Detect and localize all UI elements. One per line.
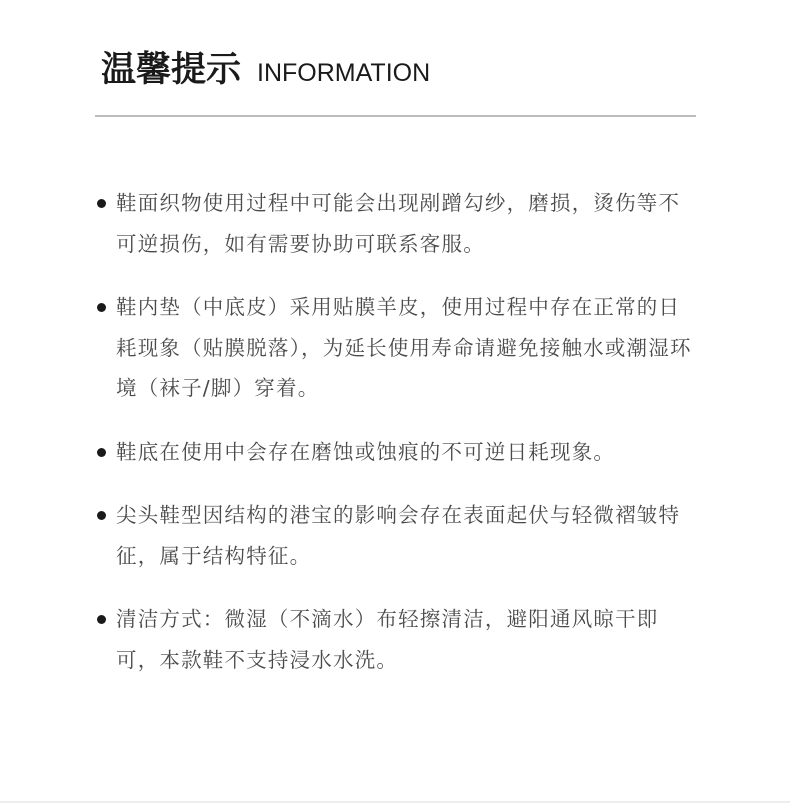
bullet-icon	[97, 199, 106, 208]
list-item	[95, 599, 695, 680]
notice-text: 尖头鞋型因结构的港宝的影响会存在表面起伏与轻微褶皱特征，属于结构特征。	[116, 503, 681, 568]
list-item	[95, 183, 695, 264]
bullet-icon	[97, 511, 106, 520]
list-item	[95, 495, 695, 576]
page-subtitle: INFORMATION	[257, 59, 431, 87]
bullet-icon	[97, 615, 106, 624]
bullet-icon	[97, 303, 106, 312]
notice-text: 鞋底在使用中会存在磨蚀或蚀痕的不可逆日耗现象。	[116, 439, 616, 464]
page-title: 温馨提示	[101, 50, 242, 90]
header	[101, 42, 430, 92]
notice-text: 清洁方式：微湿（不滴水）布轻擦清洁，避阳通风晾干即可，本款鞋不支持浸水水洗。	[116, 607, 659, 672]
notice-text: 鞋面织物使用过程中可能会出现剐蹭勾纱，磨损，烫伤等不可逆损伤，如有需要协助可联系客服。	[116, 191, 681, 256]
notice-list	[95, 183, 695, 703]
notice-text: 鞋内垫（中底皮）采用贴膜羊皮，使用过程中存在正常的日耗现象（贴膜脱落），为延长使用寿命请避免接触水或潮湿环境（袜子/脚）穿着。	[116, 295, 692, 400]
header-divider	[95, 115, 696, 117]
list-item	[95, 287, 695, 409]
list-item	[95, 432, 695, 473]
bullet-icon	[97, 448, 106, 457]
